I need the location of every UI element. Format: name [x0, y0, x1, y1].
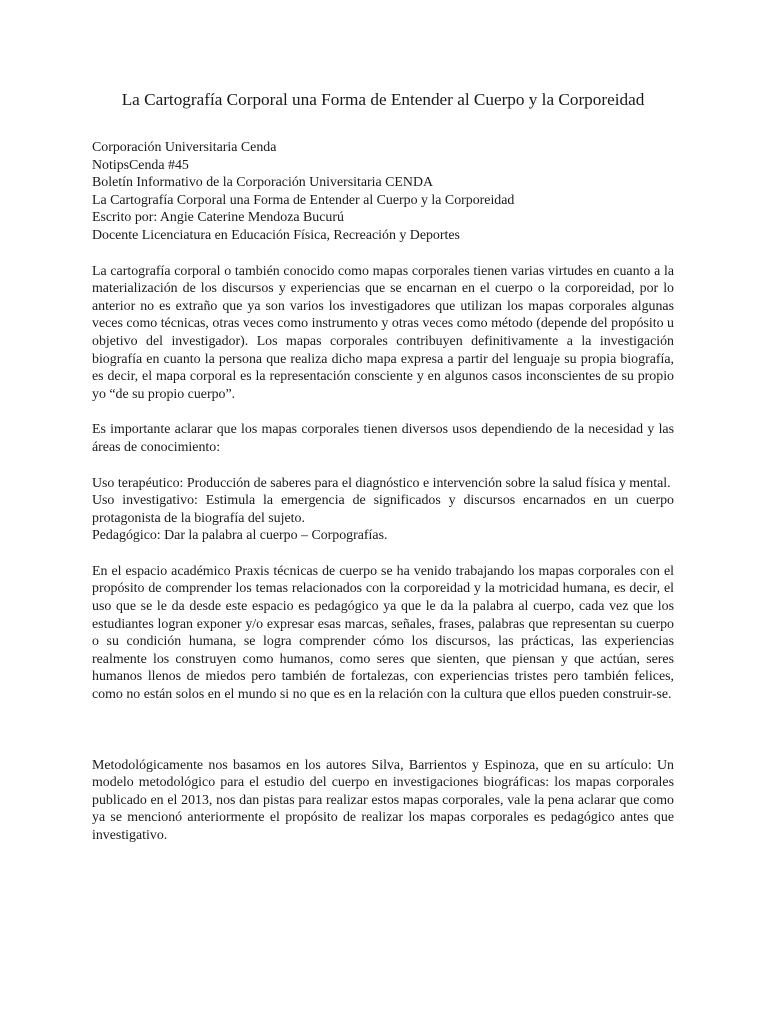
uses-list [92, 475, 674, 545]
meta-author: Escrito por: Angie Caterine Mendoza Bucurú [92, 210, 344, 226]
document-meta [92, 139, 674, 245]
document-title: La Cartografía Corporal una Forma de Entender al Cuerpo y la Corporeidad [121, 90, 645, 109]
meta-institution: Corporación Universitaria Cenda [92, 140, 277, 155]
use-research: Uso investigativo: Estimula la emergencia de significados y discursos encarnados en un cuerpo protagonista de la biografía del sujeto. [92, 493, 674, 526]
paragraph-methodology: Metodológicamente nos basamos en los autores Silva, Barrientos y Espinoza, que en su artículo: Un modelo metodológico para el estudio del cuerpo en investigaciones biográficas: los mapas corporales publicado en el 2013, nos dan pistas para realizar estos mapas corporales, vale la pena aclarar que como ya se mencionó anteriormente el propósito de realizar los mapas corporales es pedagógico antes que investigativo. [92, 757, 674, 843]
meta-author-role: Docente Licenciatura en Educación Física, Recreación y Deportes [92, 227, 460, 243]
paragraph-uses-intro: Es importante aclarar que los mapas corporales tienen diversos usos dependiendo de la necesidad y las áreas de conocimiento: [92, 422, 674, 455]
meta-article-title: La Cartografía Corporal una Forma de Entender al Cuerpo y la Corporeidad [92, 192, 515, 208]
meta-issue: NotipsCenda #45 [92, 157, 189, 173]
use-therapeutic: Uso terapéutico: Producción de saberes para el diagnóstico e intervención sobre la salud física y mental. [92, 475, 671, 491]
use-pedagogical: Pedagógico: Dar la palabra al cuerpo – Corpografías. [92, 528, 388, 544]
paragraph-intro: La cartografía corporal o también conocido como mapas corporales tienen varias virtudes en cuanto a la materialización de los discursos y experiencias que se encarnan en el cuerpo o la corporeidad, por lo anterior no es extraño que ya son varios los investigadores que utilizan los mapas corporales algunas veces como técnicas, otras veces como instrumento y otras veces como método (depende del propósito u objetivo del investigador). Los mapas corporales contribuyen definitivamente a la investigación biografía en cuanto la persona que realiza dicho mapa expresa a partir del lenguaje su propia biografía, es decir, el mapa corporal es la representación consciente y en algunos casos inconscientes de su propio yo “de su propio cuerpo”. [92, 263, 674, 402]
paragraph-praxis: En el espacio académico Praxis técnicas de cuerpo se ha venido trabajando los mapas corporales con el propósito de comprender los temas relacionados con la corporeidad y la motricidad humana, es decir, el uso que se le da desde este espacio es pedagógico ya que le da la palabra al cuerpo, cada vez que los estudiantes logran exponer y/o expresar esas marcas, señales, frases, palabras que representan su cuerpo o su condición humana, se logra comprender cómo los discursos, las prácticas, las experiencias realmente los construyen como humanos, como seres que sienten, que piensan y que actúan, seres humanos llenos de miedos pero también de fortalezas, con experiencias tristes pero también felices, como no están solos en el mundo si no que es en la relación con la cultura que ellos pueden construir-se. [92, 563, 674, 703]
meta-bulletin: Boletín Informativo de la Corporación Universitaria CENDA [92, 175, 434, 191]
spacer [92, 722, 674, 757]
